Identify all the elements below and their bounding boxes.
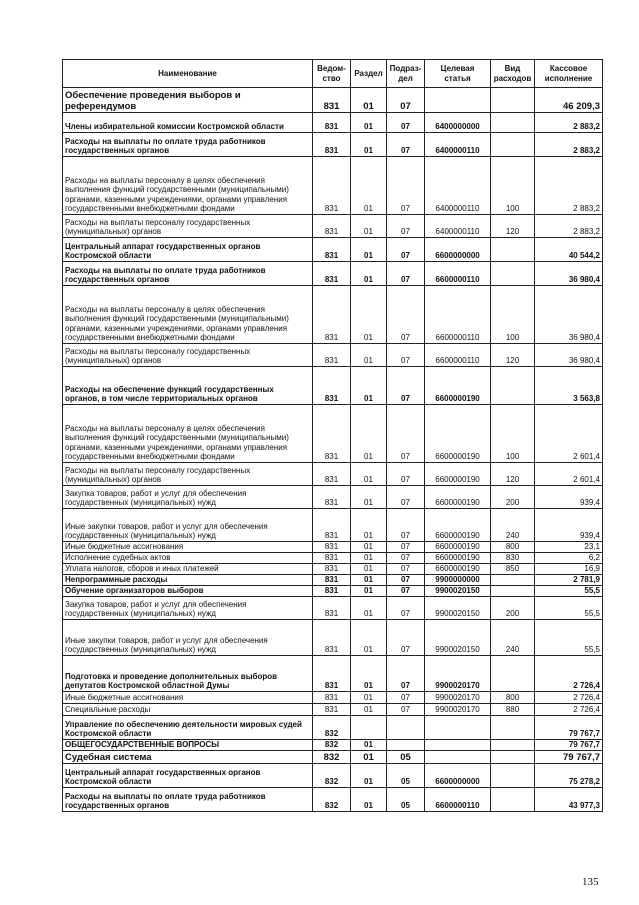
cell-name: Судебная система [63,751,313,764]
cell-subsection: 07 [387,405,425,463]
cell-type: 240 [491,620,535,656]
cell-amount: 6,2 [535,553,603,564]
cell-section: 01 [351,597,387,620]
table-row [63,509,603,542]
cell-subsection: 07 [387,542,425,553]
cell-name: Центральный аппарат государственных органов Костромской области [63,764,313,788]
cell-type: 100 [491,405,535,463]
cell-dept: 831 [313,597,351,620]
cell-subsection [387,716,425,740]
cell-name: Расходы на выплаты персоналу в целях обеспечения выполнения функций государственными (муниципальными) органами, казенными учреждениями, органами управления государственными внебюджетными фондами [63,405,313,463]
cell-amount: 43 977,3 [535,788,603,812]
cell-dept: 831 [313,656,351,692]
cell-target: 6600000190 [425,542,491,553]
cell-name: Исполнение судебных актов [63,553,313,564]
page-number: 135 [582,876,599,888]
cell-target: 9900020170 [425,704,491,716]
table-row [63,586,603,597]
cell-type: 100 [491,286,535,344]
cell-subsection: 07 [387,553,425,564]
cell-amount: 939,4 [535,486,603,509]
table-row [63,620,603,656]
cell-name: Расходы на выплаты по оплате труда работников государственных органов [63,262,313,286]
cell-subsection: 05 [387,751,425,764]
cell-name: Подготовка и проведение дополнительных выборов депутатов Костромской областной Думы [63,656,313,692]
cell-type: 240 [491,509,535,542]
cell-target: 6400000110 [425,215,491,238]
table-row [63,262,603,286]
cell-amount: 2 601,4 [535,463,603,486]
table-row [63,367,603,405]
cell-section: 01 [351,704,387,716]
cell-name: Обучение организаторов выборов [63,586,313,597]
cell-name: Центральный аппарат государственных органов Костромской области [63,238,313,262]
cell-target: 6600000000 [425,764,491,788]
cell-amount: 36 980,4 [535,286,603,344]
header-dept: Ведом-ство [313,60,351,88]
cell-dept: 831 [313,704,351,716]
table-row [63,286,603,344]
cell-section: 01 [351,553,387,564]
cell-section: 01 [351,157,387,215]
cell-target [425,88,491,113]
cell-section: 01 [351,509,387,542]
cell-amount: 3 563,8 [535,367,603,405]
cell-name: Иные закупки товаров, работ и услуг для обеспечения государственных (муниципальных) нужд [63,509,313,542]
cell-section: 01 [351,586,387,597]
cell-amount: 16,9 [535,564,603,575]
cell-target: 9900020150 [425,597,491,620]
cell-target: 6600000110 [425,788,491,812]
cell-section: 01 [351,215,387,238]
cell-type: 120 [491,463,535,486]
cell-amount: 2 883,2 [535,133,603,157]
cell-subsection: 07 [387,238,425,262]
table-row [63,215,603,238]
cell-name: Расходы на выплаты персоналу в целях обеспечения выполнения функций государственными (муниципальными) органами, казенными учреждениями, органами управления государственными внебюджетными фондами [63,286,313,344]
cell-type [491,751,535,764]
cell-section: 01 [351,262,387,286]
cell-section: 01 [351,133,387,157]
cell-section: 01 [351,656,387,692]
cell-section: 01 [351,286,387,344]
table-body [63,88,603,812]
cell-subsection: 07 [387,133,425,157]
table-row [63,238,603,262]
cell-subsection: 07 [387,367,425,405]
cell-section: 01 [351,620,387,656]
cell-type: 120 [491,344,535,367]
cell-dept: 832 [313,716,351,740]
cell-dept: 831 [313,486,351,509]
budget-table [62,59,603,812]
cell-subsection: 07 [387,286,425,344]
cell-target: 6600000190 [425,405,491,463]
cell-subsection: 07 [387,620,425,656]
cell-subsection: 07 [387,113,425,133]
cell-type: 200 [491,597,535,620]
cell-type: 100 [491,157,535,215]
cell-subsection: 07 [387,88,425,113]
cell-name: Расходы на выплаты персоналу государственных (муниципальных) органов [63,344,313,367]
table-row [63,564,603,575]
cell-name: Иные бюджетные ассигнования [63,542,313,553]
cell-section: 01 [351,113,387,133]
cell-dept: 831 [313,286,351,344]
cell-type: 880 [491,704,535,716]
cell-name: ОБЩЕГОСУДАРСТВЕННЫЕ ВОПРОСЫ [63,740,313,751]
cell-target: 9900000000 [425,575,491,586]
cell-amount: 55,5 [535,597,603,620]
cell-dept: 831 [313,113,351,133]
cell-subsection: 07 [387,692,425,704]
cell-amount: 2 883,2 [535,157,603,215]
cell-amount: 79 767,7 [535,751,603,764]
cell-subsection: 07 [387,215,425,238]
cell-dept: 831 [313,238,351,262]
cell-dept: 831 [313,215,351,238]
cell-amount: 79 767,7 [535,740,603,751]
cell-section: 01 [351,542,387,553]
cell-name: Закупка товаров, работ и услуг для обеспечения государственных (муниципальных) нужд [63,597,313,620]
cell-type: 830 [491,553,535,564]
cell-name: Иные закупки товаров, работ и услуг для обеспечения государственных (муниципальных) нужд [63,620,313,656]
cell-amount: 2 883,2 [535,113,603,133]
cell-amount: 2 883,2 [535,215,603,238]
table-row [63,113,603,133]
cell-amount: 2 726,4 [535,692,603,704]
cell-dept: 832 [313,764,351,788]
cell-subsection: 07 [387,656,425,692]
cell-subsection: 07 [387,575,425,586]
cell-amount: 2 601,4 [535,405,603,463]
cell-target: 6600000190 [425,463,491,486]
cell-type [491,656,535,692]
cell-amount: 40 544,2 [535,238,603,262]
cell-section: 01 [351,486,387,509]
cell-name: Иные бюджетные ассигнования [63,692,313,704]
cell-target: 9900020170 [425,656,491,692]
cell-section [351,716,387,740]
cell-target: 6600000190 [425,564,491,575]
cell-target: 6400000110 [425,133,491,157]
cell-section: 01 [351,740,387,751]
cell-name: Расходы на выплаты по оплате труда работников государственных органов [63,133,313,157]
cell-name: Уплата налогов, сборов и иных платежей [63,564,313,575]
table-row [63,740,603,751]
table-row [63,788,603,812]
cell-target [425,751,491,764]
cell-name: Закупка товаров, работ и услуг для обеспечения государственных (муниципальных) нужд [63,486,313,509]
cell-dept: 831 [313,542,351,553]
cell-dept: 831 [313,157,351,215]
header-section: Раздел [351,60,387,88]
cell-amount: 2 726,4 [535,656,603,692]
cell-type: 800 [491,692,535,704]
cell-name: Расходы на выплаты по оплате труда работников государственных органов [63,788,313,812]
cell-type [491,575,535,586]
cell-target: 6600000190 [425,553,491,564]
cell-subsection: 07 [387,597,425,620]
cell-name: Члены избирательной комиссии Костромской области [63,113,313,133]
cell-dept: 831 [313,405,351,463]
cell-name: Расходы на обеспечение функций государственных органов, в том числе территориальных органов [63,367,313,405]
table-row [63,597,603,620]
cell-target: 6600000190 [425,367,491,405]
cell-name: Обеспечение проведения выборов и референдумов [63,88,313,113]
cell-dept: 831 [313,586,351,597]
cell-type [491,88,535,113]
cell-target: 6600000190 [425,509,491,542]
cell-amount: 55,5 [535,620,603,656]
cell-section: 01 [351,564,387,575]
cell-target [425,716,491,740]
cell-amount: 55,5 [535,586,603,597]
table-row [63,575,603,586]
budget-page [62,59,602,812]
table-row [63,463,603,486]
cell-dept: 831 [313,692,351,704]
cell-target: 6600000190 [425,486,491,509]
cell-name: Управление по обеспечению деятельности мировых судей Костромской области [63,716,313,740]
cell-type: 800 [491,542,535,553]
cell-dept: 832 [313,740,351,751]
cell-name: Расходы на выплаты персоналу государственных (муниципальных) органов [63,215,313,238]
header-amount: Кассовое исполнение [535,60,603,88]
cell-target: 6600000110 [425,262,491,286]
cell-target: 6600000110 [425,344,491,367]
cell-amount: 79 767,7 [535,716,603,740]
cell-amount: 2 781,9 [535,575,603,586]
cell-dept: 831 [313,344,351,367]
header-subsection: Подраз-дел [387,60,425,88]
cell-dept: 831 [313,463,351,486]
cell-subsection: 07 [387,463,425,486]
cell-name: Расходы на выплаты персоналу в целях обеспечения выполнения функций государственными (муниципальными) органами, казенными учреждениями, органами управления государственными внебюджетными фондами [63,157,313,215]
cell-subsection: 07 [387,564,425,575]
table-row [63,751,603,764]
cell-amount: 939,4 [535,509,603,542]
table-row [63,405,603,463]
cell-target: 9900020150 [425,620,491,656]
header-target: Целевая статья [425,60,491,88]
cell-type [491,716,535,740]
cell-dept: 831 [313,88,351,113]
table-row [63,764,603,788]
cell-dept: 832 [313,751,351,764]
cell-section: 01 [351,238,387,262]
cell-name: Расходы на выплаты персоналу государственных (муниципальных) органов [63,463,313,486]
cell-target: 9900020150 [425,586,491,597]
header-type: Вид расходов [491,60,535,88]
cell-section: 01 [351,692,387,704]
cell-subsection: 07 [387,704,425,716]
cell-target: 6600000000 [425,238,491,262]
cell-type [491,367,535,405]
cell-type [491,740,535,751]
cell-type: 120 [491,215,535,238]
cell-amount: 46 209,3 [535,88,603,113]
table-row [63,157,603,215]
cell-amount: 23,1 [535,542,603,553]
cell-section: 01 [351,764,387,788]
cell-type: 850 [491,564,535,575]
cell-target: 6400000000 [425,113,491,133]
cell-subsection: 07 [387,509,425,542]
cell-subsection: 07 [387,344,425,367]
table-row [63,704,603,716]
table-row [63,656,603,692]
cell-section: 01 [351,463,387,486]
cell-amount: 36 980,4 [535,262,603,286]
cell-section: 01 [351,88,387,113]
cell-type [491,133,535,157]
cell-section: 01 [351,367,387,405]
cell-section: 01 [351,344,387,367]
table-row [63,88,603,113]
cell-subsection: 05 [387,788,425,812]
table-row [63,553,603,564]
cell-section: 01 [351,575,387,586]
cell-type [491,764,535,788]
table-row [63,542,603,553]
cell-dept: 832 [313,788,351,812]
table-row [63,344,603,367]
cell-type [491,262,535,286]
cell-name: Непрограммные расходы [63,575,313,586]
cell-subsection [387,740,425,751]
cell-subsection: 07 [387,486,425,509]
cell-subsection: 07 [387,157,425,215]
cell-target: 6400000110 [425,157,491,215]
cell-section: 01 [351,405,387,463]
cell-name: Специальные расходы [63,704,313,716]
cell-amount: 75 278,2 [535,764,603,788]
cell-target: 6600000110 [425,286,491,344]
cell-type [491,586,535,597]
table-row [63,692,603,704]
header-name: Наименование [63,60,313,88]
cell-target [425,740,491,751]
cell-dept: 831 [313,133,351,157]
cell-type [491,788,535,812]
table-row [63,716,603,740]
cell-section: 01 [351,788,387,812]
cell-dept: 831 [313,367,351,405]
cell-amount: 36 980,4 [535,344,603,367]
cell-subsection: 07 [387,262,425,286]
cell-type: 200 [491,486,535,509]
cell-dept: 831 [313,575,351,586]
cell-dept: 831 [313,564,351,575]
cell-dept: 831 [313,620,351,656]
cell-subsection: 07 [387,586,425,597]
table-row [63,133,603,157]
cell-dept: 831 [313,553,351,564]
table-header [63,60,603,88]
cell-dept: 831 [313,262,351,286]
cell-amount: 2 726,4 [535,704,603,716]
cell-section: 01 [351,751,387,764]
cell-type [491,113,535,133]
cell-dept: 831 [313,509,351,542]
table-row [63,486,603,509]
cell-target: 9900020170 [425,692,491,704]
cell-subsection: 05 [387,764,425,788]
cell-type [491,238,535,262]
